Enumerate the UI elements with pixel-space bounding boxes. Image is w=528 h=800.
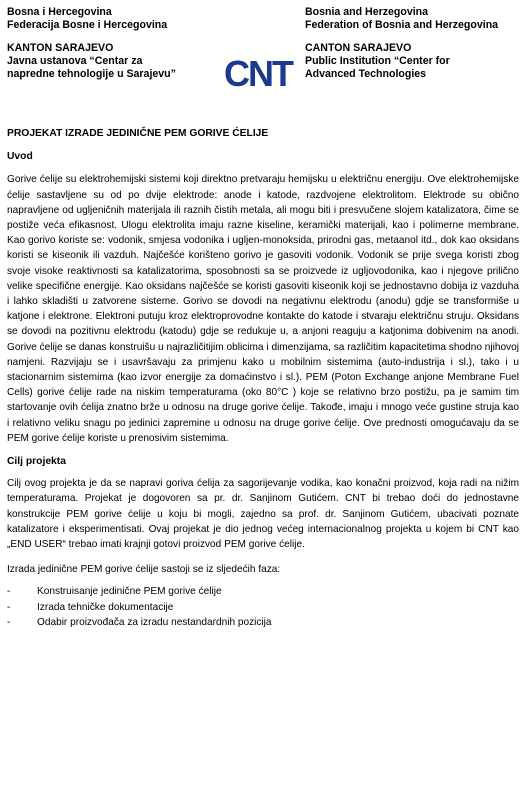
goal-paragraph: Cilj ovog projekta je da se napravi goriva ćelija za sagorijevanje vodika, kao konačni proizvod, koja radi na nižim temperaturama. Projekat je dogovoren sa pr. dr. Sanjinom Gutićem. CNT bi trebao doći do jednostavne konstrukcije PEM gorive ćelije u koju bi mogli, zajedno sa prof. dr. Sanjinom Gutićem, ubacivati poznate katalizatore i eksperimentisati. Ovaj projekat je dio jednog većeg internacionalnog projekta u kojem bi CNT kao „END USER“ trebao imati krajnji gotovi proizvod PEM gorive ćelije. <box>7 478 519 551</box>
goal-heading: Cilj projekta <box>7 456 66 468</box>
phase-dash: - <box>7 616 11 628</box>
phases-list <box>7 584 519 630</box>
cnt-logo <box>210 53 306 93</box>
phases-intro: Izrada jedinične PEM gorive ćelije sastoji se iz sljedećih faza: <box>7 564 281 576</box>
header-right-canton: CANTON SARAJEVO <box>305 42 412 54</box>
header-left-canton: KANTON SARAJEVO <box>7 42 114 54</box>
phase-text: Konstruisanje jedinične PEM gorive ćelije <box>37 586 222 598</box>
header-right-institution: Public Institution “Center for <box>305 55 450 67</box>
phase-item <box>7 600 519 615</box>
cnt-logo-text: CNT <box>224 53 292 93</box>
header-left <box>7 6 217 81</box>
phase-dash: - <box>7 586 11 598</box>
intro-heading: Uvod <box>7 151 33 163</box>
header-left-country: Bosna i Hercegovina <box>7 6 112 18</box>
header-right-country: Bosnia and Herzegovina <box>305 6 429 18</box>
phase-dash: - <box>7 601 11 613</box>
phase-item <box>7 615 519 630</box>
cnt-logo-graphic <box>210 53 306 93</box>
intro-paragraph: Gorive ćelije su elektrohemijski sistemi koji direktno pretvaraju hemijsku u električnu energiju. Ove elektrohemijske ćelije sastavljene su od po dvije elektrode: anode i katode, razdvojene elektrolitom. Elektrode su obično napravljene od ugljeničnih materijala ili raznih čistih metala, ali mogu biti i presvučene slojem katalizatora, čime se postiže veća efikasnost. Ulogu elektrolita imaju razne kiseline, keramički materijali, kao i polimerne membrane. Kao gorivo koriste se: vodonik, smjesa vodonika i ugljen-monoksida, prirodni gas, metaanol itd., dok kao oksidans koristi se kiseonik ili vazduh. Najčešće korišteno gorivo je gasoviti vodonik. Vodonik se prije svega koristi zbog svoje visoke reaktivnosti sa katalizatorima, sposobnosti sa se proizvede iz ugljovodonika, kao i njegove prilično velike specifične energije. Kao oksidans najčešće se koristi gasoviti kiseonik koji se jednostavno dobija iz vazduha i lahko skladišti u zatvorene sisteme. Gorivo se dovodi na negativnu elektrodu (anodu) gdje se transformiše u katjone i elektrone. Elektroni putuju kroz elektroprovodne kontakte do katode i stvaraju električnu struju. Oksidans se dovodi na pozitivnu elektrodu (katodu) gdje se redukuje u, a anjoni reaguju a katjonima dobivenim na anodi. Gorive ćelije se danas konstruišu u najrazličitijim oblicima i dimenzijama, sa različitim kapacitetima shodno njihovoj namjeni. Razvijaju se i usavršavaju za primjenu kako u mobilnim sistemima (auto-industrija i sl.), tako i u stacionarnim sistemima (kao izvor energije za domaćinstvo i sl.). PEM (Poton Exchange anjone Membrane Fuel Cells) gorive ćelije rade na niskim temperaturama (oko 80°C ) koje se relativno brzo postižu, pa je samim tim startovanje ovih ćelija znatno brže u odnosu na druge gorive ćelije. Takođe, imaju i mnogo veće gustine struja kao i relativno veliku snagu po jedinici zapremine u odnosu na druge gorive ćelije. Ove prednosti omogućavaju da se PEM gorive ćelije koriste u prenosivim sistemima. <box>7 174 519 444</box>
header-left-federation: Federacija Bosne i Hercegovina <box>7 19 168 31</box>
header-right-federation: Federation of Bosnia and Herzegovina <box>305 19 499 31</box>
header-right <box>305 6 527 81</box>
header-left-institution: Javna ustanova “Centar za <box>7 55 143 67</box>
header-right-institution-cont: Advanced Technologies <box>305 68 427 80</box>
header-left-institution-cont: napredne tehnologije u Sarajevu” <box>7 68 176 80</box>
phase-text: Izrada tehničke dokumentacije <box>37 601 174 613</box>
phase-text: Odabir proizvođača za izradu nestandardnih pozicija <box>37 616 272 628</box>
document-body <box>7 126 519 630</box>
phase-item <box>7 584 519 599</box>
document-title: PROJEKAT IZRADE JEDINIČNE PEM GORIVE ĆELIJE <box>7 128 269 139</box>
